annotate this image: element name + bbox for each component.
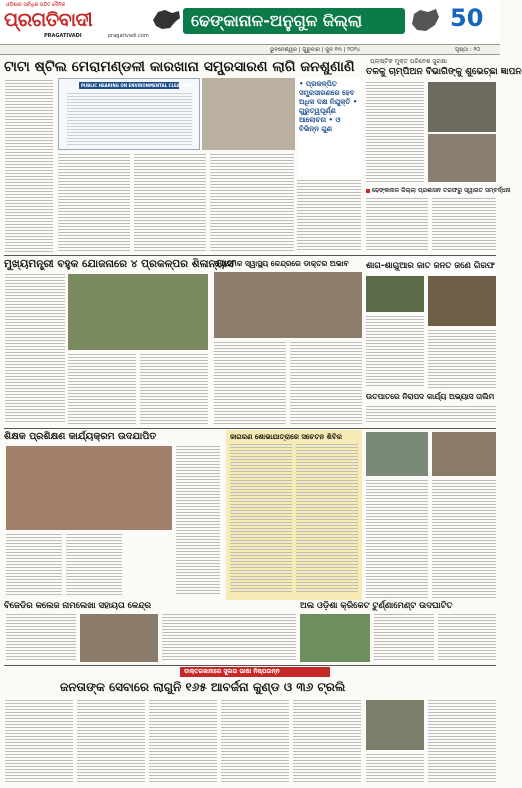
anniversary-badge: [446, 4, 496, 34]
center-box: [226, 430, 362, 600]
middle-photo: [214, 272, 362, 338]
teacher-col-3: [176, 446, 220, 596]
logo-roman: PRAGATIVADI: [44, 33, 82, 39]
teacher-col-1: [6, 534, 62, 596]
bottom-col-6: [366, 754, 424, 784]
right-banner: [366, 258, 496, 274]
lead-side-box: [297, 78, 361, 176]
anniversary-number: 50: [450, 4, 484, 32]
right-top-col-1: [366, 82, 424, 182]
bottom-col-3: [149, 700, 217, 784]
divider-1: [4, 255, 496, 256]
tag-dot: [366, 189, 370, 193]
middle-col-2: [290, 342, 362, 424]
date-strip: [0, 44, 500, 55]
right-banner-text: ଶାଗ-ଶାଗୁଆର ଜାତ ଜନତ ଜଣେ ଗିରଫ: [366, 261, 495, 271]
masthead-logo: [4, 9, 164, 31]
lead-col-2: [58, 154, 130, 252]
right-story2-col: [366, 406, 496, 424]
right-mid-col-2: [432, 198, 496, 252]
edition-banner: [183, 8, 405, 34]
bottom-col-7: [428, 700, 496, 784]
middle-col-1: [214, 342, 286, 424]
lead-headline: ଟାଟା ଷ୍ଟିଲ ମେରାମଣ୍ଡଳୀ କାରଖାନା ସମ୍ପ୍ରସାରଣ ଲାଗି ଜନଶୁଣାଣି: [4, 59, 355, 75]
divider-2: [4, 428, 496, 429]
cricket-col-2: [438, 614, 496, 662]
bottom-col-1: [5, 700, 73, 784]
right-banner-col-1: [366, 316, 424, 388]
right-mid-tag-text: ଢେଙ୍କାନାଳ ଜିଲ୍ଲା ପ୍ରଶାସନ ତରଫରୁ ସ୍ୱାଗତ ସମ୍ବର୍ଦ୍ଧନା: [372, 187, 511, 194]
cm-col-3: [140, 354, 208, 424]
masthead-tagline: ଓଡ଼ିଶାର ସର୍ବାଧିକ ପଠିତ ଦୈନିକ: [6, 2, 66, 8]
lead-poster: [58, 78, 200, 150]
bottom-left-photo: [80, 614, 158, 662]
bottom-left-col-2: [162, 614, 296, 662]
lead-col-4: [210, 154, 294, 252]
lead-col-1: [5, 80, 53, 252]
right-banner-photo-1: [366, 276, 424, 312]
bottom-left-col-1: [6, 614, 76, 662]
edition-title: ଢେଙ୍କାନାଳ-ଅନୁଗୁଳ ଜିଲ୍ଲା: [191, 11, 363, 30]
right-story2-headline: ଉତପାତରେ ନିରାପଦ କାର୍ଯ୍ୟ ଅଭ୍ୟାସ ତାଲିମ: [366, 392, 495, 401]
right-banner-photo-2: [428, 276, 496, 326]
right-mid-tag: [366, 186, 511, 196]
cm-photo: [68, 274, 208, 350]
cricket-photo: [300, 614, 370, 662]
logo-text: ପ୍ରଗତିବାଦୀ: [4, 9, 93, 31]
center-box-col-1: [230, 444, 292, 594]
bottom-col-4: [221, 700, 289, 784]
masthead: [0, 0, 500, 44]
cm-col-1: [5, 274, 65, 424]
bottom-photo: [366, 700, 424, 750]
right-top-kicker: ପ୍ଲାଷ୍ଟିକ ମୁକ୍ତ ପରିବେଶ ସୁରକ୍ଷା: [370, 58, 448, 65]
right-top-headline: ତଳକୁ ଚାମ୍ପିଅନ ବିଭାଗିଙ୍କୁ ଶୁଭେଚ୍ଛା ଜ୍ଞାପନ: [366, 67, 522, 77]
teacher-col-2: [66, 534, 122, 596]
middle-headline: ପ୍ରାଥମିକ ସ୍ୱାସ୍ଥ୍ୟ କେନ୍ଦ୍ରରେ ଡାକ୍ତର ଅଭାବ: [214, 259, 349, 268]
date-line: ଭୁବନେଶ୍ୱର | ଗୁରୁବାର | ଜୁନ ୧୩ | ୨୦୨୪: [270, 47, 361, 53]
lead-photo: [202, 78, 295, 150]
district-map-icon: [408, 6, 442, 34]
page-label: ପୃଷ୍ଠା : ୧୦: [455, 47, 481, 53]
right-lower-col-2: [432, 480, 496, 598]
right-top-photo-2: [428, 134, 496, 182]
poster-title: PUBLIC HEARING ON ENVIRONMENTAL CLEARANCE: [81, 83, 196, 88]
poster-text: [67, 93, 192, 147]
bottom-left-headline: ବିଜେଡିର କଲେଜ ନାମଲେଖା ସହାୟତା କେନ୍ଦ୍ର: [4, 601, 152, 611]
logo-map-icon: [150, 6, 182, 32]
cricket-col-1: [374, 614, 434, 662]
teacher-photo: [6, 446, 172, 530]
bottom-kicker-bar: [180, 667, 330, 677]
right-lower-photo-1: [366, 432, 428, 476]
bottom-col-5: [293, 700, 361, 784]
cm-col-2: [68, 354, 136, 424]
bottom-lead-headline: ଜନତାଙ୍କ ସେବାରେ ଲାଗୁନି ୧୬୫ ଆବର୍ଜନା କୁଣ୍ଡ ଓ ୩୬ ଟ୍ରଲି: [60, 680, 346, 694]
right-banner-col-2: [428, 330, 496, 388]
cm-headline: ମୁଖ୍ୟମନ୍ତ୍ରୀ ବହୁକ ଯୋଜନାରେ ୪ ପ୍ରକଳ୍ପର ଶିଳାନ୍ୟାସ: [4, 258, 234, 270]
masthead-website: pragativadi.com: [108, 33, 149, 39]
cricket-headline: ଅଲ ଓଡ଼ିଶା କ୍ରିକେଟ ଟୁର୍ଣ୍ଣାମେଣ୍ଟ ଉଦଘାଟିତ: [300, 601, 453, 611]
center-box-headline: ଜାଗରଣ ଶୋଭାଯାତ୍ରାରେ ସଚେତନ ଶିବିର: [230, 433, 342, 441]
lead-col-3: [134, 154, 206, 252]
teacher-headline: ଶିକ୍ଷକ ପ୍ରଶିକ୍ଷଣ କାର୍ଯ୍ୟକ୍ରମ ଉଦଯାପିତ: [4, 431, 157, 442]
right-top-photo-1: [428, 82, 496, 132]
lead-side-text: • ପ୍ରକଳ୍ପିତ ସମ୍ପ୍ରସାରଣରେ ହେବ ଅଧିକ ଦକ୍ଷ ନିଯୁକ୍ତି • ଗୁରୁତ୍ୱପୂର୍ଣ୍ଣ ଆଲୋଚନା • ଓ ବିଭିନ୍ନ ଗୁଣ: [299, 80, 358, 133]
bottom-col-2: [77, 700, 145, 784]
center-box-col-2: [296, 444, 358, 594]
bottom-kicker-text: ଡାକ୍ତରଖାନାରେ ସୁଲଭ ଭାଷା ନିଷ୍ପଉନ୍ନ: [184, 668, 280, 675]
right-mid-col-1: [366, 198, 428, 252]
right-lower-col-1: [366, 480, 428, 598]
divider-3: [4, 665, 496, 666]
lead-col-5: [297, 180, 361, 252]
right-lower-photo-2: [432, 432, 496, 476]
